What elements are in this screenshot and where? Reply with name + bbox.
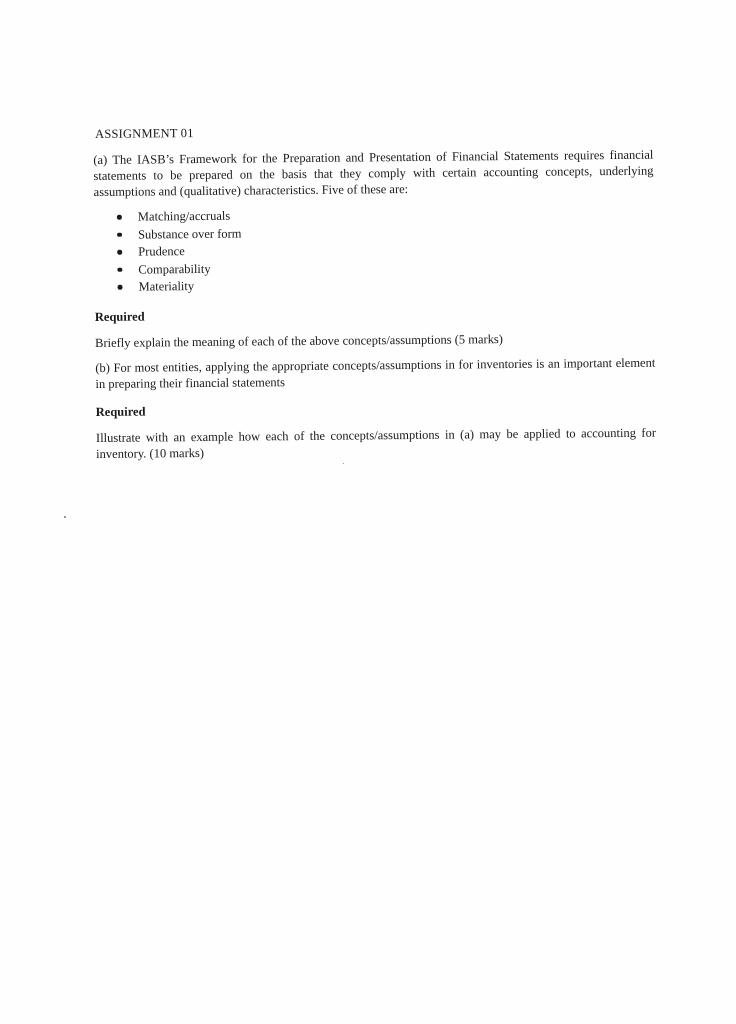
assignment-content <box>93 121 656 471</box>
bullet-icon <box>118 285 123 290</box>
bullet-icon <box>117 232 122 237</box>
bullet-icon <box>117 267 122 272</box>
list-item-text: Prudence <box>138 244 185 259</box>
assignment-title: ASSIGNMENT 01 <box>95 126 194 141</box>
part-b-required-heading: Required <box>95 404 146 419</box>
bullet-icon <box>117 250 122 255</box>
concepts-list <box>94 204 655 297</box>
bullet-icon <box>117 215 122 220</box>
part-b-intro: (b) For most entities, applying the appropriate concepts/assumptions in for inventories is an important element in preparing their financial statements <box>95 355 656 391</box>
part-a-intro: (a) The IASB’s Framework for the Preparation and Presentation of Financial Statements requires financial statements to be prepared on the basis that they comply with certain accounting concepts, underlying assumptions and (qualitative) characteristics. Five of these are: <box>93 147 654 199</box>
list-item-text: Comparability <box>138 261 211 277</box>
part-a-required-heading: Required <box>94 309 145 324</box>
part-a-required-text: Briefly explain the meaning of each of the above concepts/assumptions (5 marks) <box>95 331 504 350</box>
list-item-text: Matching/accruals <box>137 208 231 224</box>
list-item-text: Materiality <box>138 279 195 294</box>
scan-speck <box>64 516 66 518</box>
list-item-text: Substance over form <box>137 226 242 242</box>
scan-speck <box>343 463 344 464</box>
part-b-required-text: Illustrate with an example how each of the concepts/assumptions in (a) may be applied to accounting for inventory. (10 marks) <box>95 425 657 461</box>
